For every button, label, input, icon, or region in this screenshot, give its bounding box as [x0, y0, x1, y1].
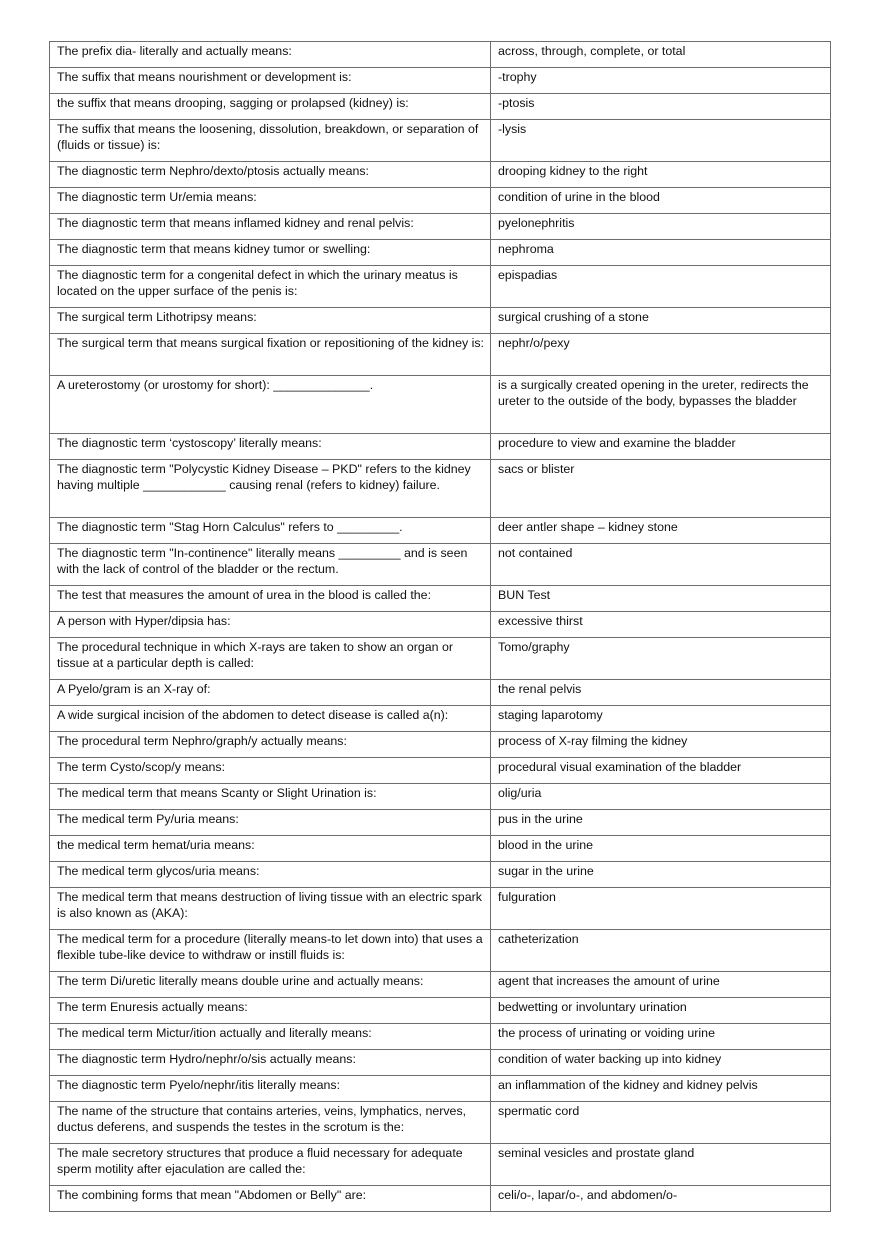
question-cell: The diagnostic term that means kidney tumor or swelling: — [50, 240, 491, 266]
table-row — [50, 586, 831, 612]
table-row — [50, 460, 831, 518]
question-cell: The suffix that means the loosening, dissolution, breakdown, or separation of (fluids or tissue) is: — [50, 120, 491, 162]
answer-cell: agent that increases the amount of urine — [491, 972, 831, 998]
answer-cell: spermatic cord — [491, 1102, 831, 1144]
answer-cell: excessive thirst — [491, 612, 831, 638]
answer-cell: -lysis — [491, 120, 831, 162]
question-cell: The diagnostic term for a congenital defect in which the urinary meatus is located on the upper surface of the penis is: — [50, 266, 491, 308]
table-row — [50, 998, 831, 1024]
answer-cell: epispadias — [491, 266, 831, 308]
question-cell: the suffix that means drooping, sagging or prolapsed (kidney) is: — [50, 94, 491, 120]
answer-cell: celi/o-, lapar/o-, and abdomen/o- — [491, 1186, 831, 1212]
question-cell: A ureterostomy (or urostomy for short): ______________. — [50, 376, 491, 434]
question-cell: The test that measures the amount of urea in the blood is called the: — [50, 586, 491, 612]
table-row — [50, 1050, 831, 1076]
question-cell: The procedural technique in which X-rays are taken to show an organ or tissue at a particular depth is called: — [50, 638, 491, 680]
table-row — [50, 1186, 831, 1212]
answer-cell: fulguration — [491, 888, 831, 930]
question-cell: The diagnostic term "Polycystic Kidney Disease – PKD" refers to the kidney having multiple ____________ causing renal (refers to kidney) failure. — [50, 460, 491, 518]
question-cell: The diagnostic term Hydro/nephr/o/sis actually means: — [50, 1050, 491, 1076]
answer-cell: olig/uria — [491, 784, 831, 810]
answer-cell: the renal pelvis — [491, 680, 831, 706]
table-row — [50, 680, 831, 706]
answer-cell: sacs or blister — [491, 460, 831, 518]
table-row — [50, 732, 831, 758]
question-cell: The term Enuresis actually means: — [50, 998, 491, 1024]
table-row — [50, 888, 831, 930]
answer-cell: condition of urine in the blood — [491, 188, 831, 214]
answer-cell: is a surgically created opening in the ureter, redirects the ureter to the outside of the body, bypasses the bladder — [491, 376, 831, 434]
answer-cell: procedural visual examination of the bladder — [491, 758, 831, 784]
answer-cell: nephroma — [491, 240, 831, 266]
table-row — [50, 94, 831, 120]
table-row — [50, 162, 831, 188]
table-row — [50, 334, 831, 376]
answer-cell: Tomo/graphy — [491, 638, 831, 680]
question-cell: The medical term Py/uria means: — [50, 810, 491, 836]
table-body — [50, 42, 831, 1212]
answer-cell: drooping kidney to the right — [491, 162, 831, 188]
table-row — [50, 1144, 831, 1186]
question-cell: the medical term hemat/uria means: — [50, 836, 491, 862]
table-row — [50, 266, 831, 308]
question-cell: The prefix dia- literally and actually means: — [50, 42, 491, 68]
answer-cell: bedwetting or involuntary urination — [491, 998, 831, 1024]
answer-cell: surgical crushing of a stone — [491, 308, 831, 334]
question-cell: A Pyelo/gram is an X-ray of: — [50, 680, 491, 706]
question-cell: The name of the structure that contains arteries, veins, lymphatics, nerves, ductus deferens, and suspends the testes in the scrotum is the: — [50, 1102, 491, 1144]
table-row — [50, 240, 831, 266]
question-cell: The suffix that means nourishment or development is: — [50, 68, 491, 94]
answer-cell: staging laparotomy — [491, 706, 831, 732]
question-cell: The diagnostic term that means inflamed kidney and renal pelvis: — [50, 214, 491, 240]
question-cell: A person with Hyper/dipsia has: — [50, 612, 491, 638]
table-row — [50, 862, 831, 888]
table-row — [50, 810, 831, 836]
answer-cell: blood in the urine — [491, 836, 831, 862]
table-row — [50, 706, 831, 732]
table-row — [50, 1102, 831, 1144]
table-row — [50, 972, 831, 998]
table-row — [50, 120, 831, 162]
table-row — [50, 784, 831, 810]
answer-cell: condition of water backing up into kidney — [491, 1050, 831, 1076]
table-row — [50, 1024, 831, 1050]
question-cell: The medical term that means Scanty or Slight Urination is: — [50, 784, 491, 810]
table-row — [50, 836, 831, 862]
answer-cell: BUN Test — [491, 586, 831, 612]
table-row — [50, 518, 831, 544]
table-row — [50, 42, 831, 68]
question-cell: The diagnostic term Pyelo/nephr/itis literally means: — [50, 1076, 491, 1102]
question-cell: The combining forms that mean "Abdomen or Belly" are: — [50, 1186, 491, 1212]
answer-cell: pyelonephritis — [491, 214, 831, 240]
table-row — [50, 638, 831, 680]
table-row — [50, 612, 831, 638]
question-cell: The medical term glycos/uria means: — [50, 862, 491, 888]
answer-cell: catheterization — [491, 930, 831, 972]
question-cell: The medical term Mictur/ition actually and literally means: — [50, 1024, 491, 1050]
question-cell: The diagnostic term "Stag Horn Calculus" refers to _________. — [50, 518, 491, 544]
question-cell: The diagnostic term Nephro/dexto/ptosis actually means: — [50, 162, 491, 188]
question-cell: The term Di/uretic literally means double urine and actually means: — [50, 972, 491, 998]
answer-cell: nephr/o/pexy — [491, 334, 831, 376]
answer-cell: procedure to view and examine the bladder — [491, 434, 831, 460]
question-answer-table — [49, 41, 831, 1212]
question-cell: The medical term that means destruction of living tissue with an electric spark is also known as (AKA): — [50, 888, 491, 930]
table-row — [50, 68, 831, 94]
question-cell: The diagnostic term ‘cystoscopy’ literally means: — [50, 434, 491, 460]
question-cell: The diagnostic term Ur/emia means: — [50, 188, 491, 214]
table-row — [50, 758, 831, 784]
question-cell: The medical term for a procedure (literally means-to let down into) that uses a flexible tube-like device to withdraw or instill fluids is: — [50, 930, 491, 972]
question-cell: The surgical term Lithotripsy means: — [50, 308, 491, 334]
question-cell: The male secretory structures that produce a fluid necessary for adequate sperm motility after ejaculation are called the: — [50, 1144, 491, 1186]
answer-cell: across, through, complete, or total — [491, 42, 831, 68]
table-row — [50, 308, 831, 334]
question-cell: A wide surgical incision of the abdomen to detect disease is called a(n): — [50, 706, 491, 732]
answer-cell: not contained — [491, 544, 831, 586]
answer-cell: sugar in the urine — [491, 862, 831, 888]
question-cell: The procedural term Nephro/graph/y actually means: — [50, 732, 491, 758]
answer-cell: the process of urinating or voiding urine — [491, 1024, 831, 1050]
question-cell: The diagnostic term "In-continence" literally means _________ and is seen with the lack of control of the bladder or the rectum. — [50, 544, 491, 586]
table-row — [50, 544, 831, 586]
answer-cell: pus in the urine — [491, 810, 831, 836]
table-row — [50, 214, 831, 240]
question-cell: The surgical term that means surgical fixation or repositioning of the kidney is: — [50, 334, 491, 376]
answer-cell: seminal vesicles and prostate gland — [491, 1144, 831, 1186]
table-row — [50, 188, 831, 214]
answer-cell: deer antler shape – kidney stone — [491, 518, 831, 544]
answer-cell: -trophy — [491, 68, 831, 94]
answer-cell: -ptosis — [491, 94, 831, 120]
table-row — [50, 930, 831, 972]
question-cell: The term Cysto/scop/y means: — [50, 758, 491, 784]
answer-cell: process of X-ray filming the kidney — [491, 732, 831, 758]
table-row — [50, 1076, 831, 1102]
table-row — [50, 434, 831, 460]
answer-cell: an inflammation of the kidney and kidney pelvis — [491, 1076, 831, 1102]
table-row — [50, 376, 831, 434]
